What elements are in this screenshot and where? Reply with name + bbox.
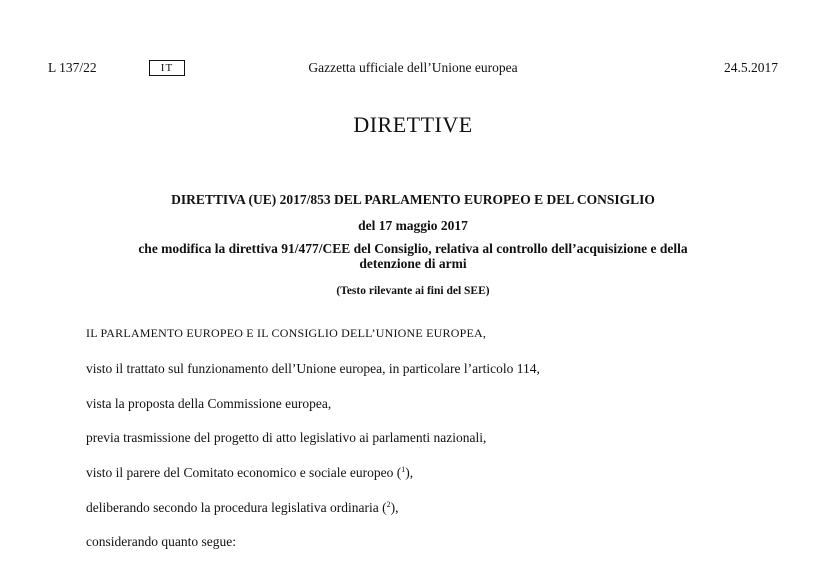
directive-subject <box>100 241 726 271</box>
citation-eesc-text: visto il parere del Comitato economico e sociale europeo ( <box>86 465 402 480</box>
citation-procedure-end: ), <box>390 500 399 515</box>
citation-legislative-procedure <box>86 500 399 516</box>
directive-subject-line2: detenzione di armi <box>359 256 467 271</box>
journal-title: Gazzetta ufficiale dell’Unione europea <box>308 60 518 75</box>
publication-date: 24.5.2017 <box>724 60 778 75</box>
citation-eesc-end: ), <box>405 465 414 480</box>
footnote-ref-1[interactable]: 1 <box>401 465 406 474</box>
eea-relevance-note: (Testo rilevante ai fini del SEE) <box>336 285 490 297</box>
journal-reference: L 137/22 <box>48 60 97 75</box>
directive-title: DIRETTIVA (UE) 2017/853 DEL PARLAMENTO EUROPEO E DEL CONSIGLIO <box>171 192 655 207</box>
recitals-intro: considerando quanto segue: <box>86 534 236 549</box>
preamble: IL PARLAMENTO EUROPEO E IL CONSIGLIO DELL’UNIONE EUROPEA, <box>86 326 487 340</box>
footnote-ref-2[interactable]: 2 <box>386 500 391 509</box>
citation-treaty: visto il trattato sul funzionamento dell’Unione europea, in particolare l’articolo 114, <box>86 361 540 376</box>
language-badge: IT <box>149 60 185 76</box>
page-header <box>48 57 778 81</box>
directive-date: del 17 maggio 2017 <box>358 218 468 233</box>
citation-eesc-opinion <box>86 465 413 481</box>
citation-procedure-text: deliberando secondo la procedura legislativa ordinaria ( <box>86 500 387 515</box>
citation-national-parliaments: previa trasmissione del progetto di atto legislativo ai parlamenti nazionali, <box>86 430 487 445</box>
section-title: DIRETTIVE <box>353 112 473 137</box>
directive-subject-line1: che modifica la direttiva 91/477/CEE del Consiglio, relativa al controllo dell’acquisizione e della <box>138 241 688 256</box>
citation-proposal: vista la proposta della Commissione europea, <box>86 396 332 411</box>
